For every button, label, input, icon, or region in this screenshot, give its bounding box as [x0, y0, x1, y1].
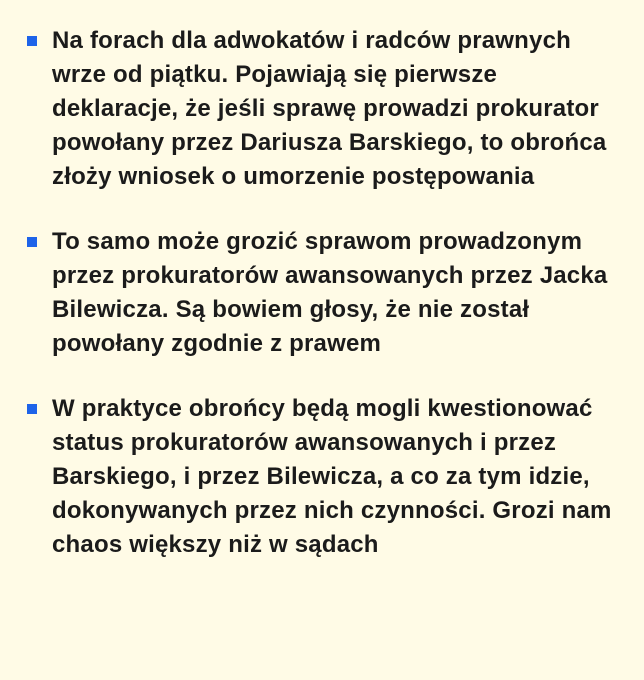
list-item	[0, 24, 644, 194]
bullet-text: W praktyce obrońcy będą mogli kwestionować status prokuratorów awansowanych i przez Barskiego, i przez Bilewicza, a co za tym idzie, dokonywanych przez nich czynności. Grozi nam chaos większy niż w sądach	[52, 395, 612, 558]
bullet-text: Na forach dla adwokatów i radców prawnych wrze od piątku. Pojawiają się pierwsze deklaracje, że jeśli sprawę prowadzi prokurator powołany przez Dariusza Barskiego, to obrońca złoży wniosek o umorzenie postępowania	[52, 27, 607, 190]
square-bullet-icon	[27, 36, 37, 46]
bullet-list	[0, 24, 644, 562]
list-item	[0, 225, 644, 361]
square-bullet-icon	[27, 237, 37, 247]
bullet-text: To samo może grozić sprawom prowadzonym przez prokuratorów awansowanych przez Jacka Bilewicza. Są bowiem głosy, że nie został powołany zgodnie z prawem	[52, 228, 608, 357]
square-bullet-icon	[27, 404, 37, 414]
list-item	[0, 392, 644, 562]
